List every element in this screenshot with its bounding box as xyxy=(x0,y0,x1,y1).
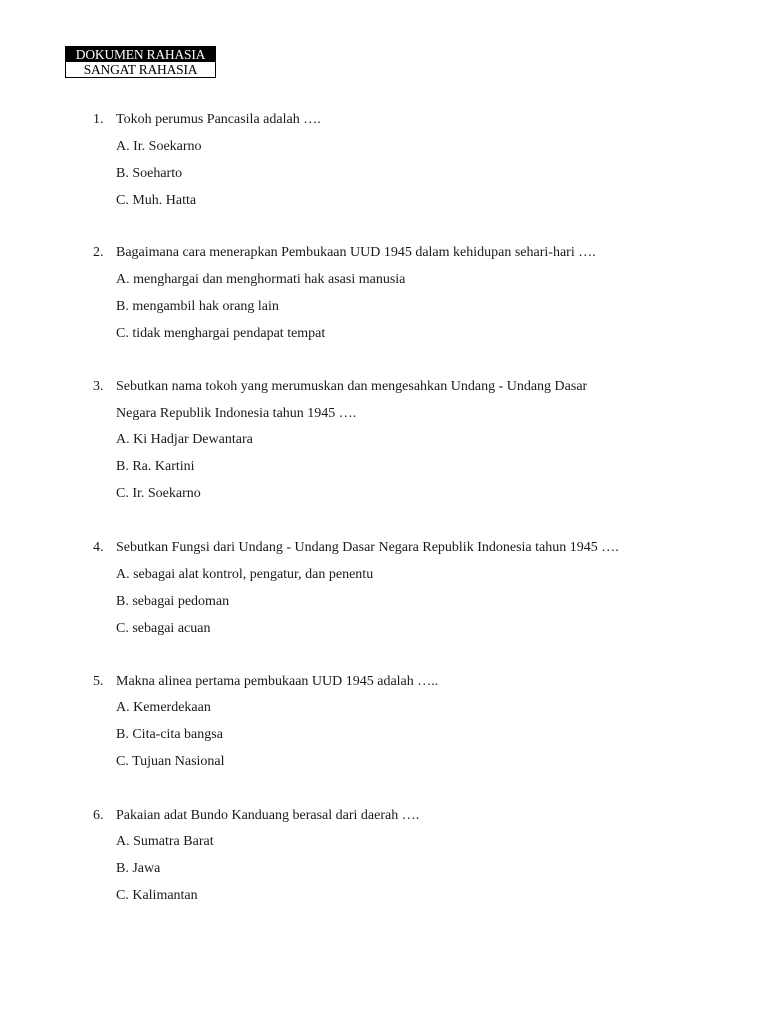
question-text-line-2: Negara Republik Indonesia tahun 1945 …. xyxy=(116,406,357,421)
option-c: C. Muh. Hatta xyxy=(116,193,197,208)
question-text: Tokoh perumus Pancasila adalah …. xyxy=(116,112,321,127)
option-a: A. menghargai dan menghormati hak asasi manusia xyxy=(116,272,406,287)
question-text: Bagaimana cara menerapkan Pembukaan UUD 1945 dalam kehidupan sehari-hari …. xyxy=(116,245,596,260)
classification-stamp xyxy=(65,46,216,78)
option-c: C. sebagai acuan xyxy=(116,621,211,636)
option-c: C. Ir. Soekarno xyxy=(116,486,201,501)
question-number: 6. xyxy=(93,808,104,823)
stamp-top-label: DOKUMEN RAHASIA xyxy=(65,46,216,62)
option-a: A. Ir. Soekarno xyxy=(116,139,202,154)
option-b: B. mengambil hak orang lain xyxy=(116,299,279,314)
stamp-bottom-label: SANGAT RAHASIA xyxy=(65,62,216,78)
option-b: B. sebagai pedoman xyxy=(116,594,230,609)
question-text-line-1: Sebutkan nama tokoh yang merumuskan dan mengesahkan Undang - Undang Dasar xyxy=(116,379,588,394)
question-number: 5. xyxy=(93,674,104,689)
option-b: B. Cita-cita bangsa xyxy=(116,727,223,742)
option-a: A. Sumatra Barat xyxy=(116,834,214,849)
question-text: Makna alinea pertama pembukaan UUD 1945 adalah ….. xyxy=(116,674,439,689)
option-a: A. Kemerdekaan xyxy=(116,700,211,715)
option-b: B. Jawa xyxy=(116,861,161,876)
question-number: 1. xyxy=(93,112,104,127)
question-number: 4. xyxy=(93,540,104,555)
question-number: 3. xyxy=(93,379,104,394)
question-number: 2. xyxy=(93,245,104,260)
option-c: C. tidak menghargai pendapat tempat xyxy=(116,326,326,341)
question-text: Pakaian adat Bundo Kanduang berasal dari daerah …. xyxy=(116,808,420,823)
option-b: B. Ra. Kartini xyxy=(116,459,195,474)
option-c: C. Kalimantan xyxy=(116,888,198,903)
option-a: A. Ki Hadjar Dewantara xyxy=(116,432,253,447)
option-a: A. sebagai alat kontrol, pengatur, dan penentu xyxy=(116,567,374,582)
option-b: B. Soeharto xyxy=(116,166,183,181)
option-c: C. Tujuan Nasional xyxy=(116,754,225,769)
question-text: Sebutkan Fungsi dari Undang - Undang Dasar Negara Republik Indonesia tahun 1945 …. xyxy=(116,540,619,555)
